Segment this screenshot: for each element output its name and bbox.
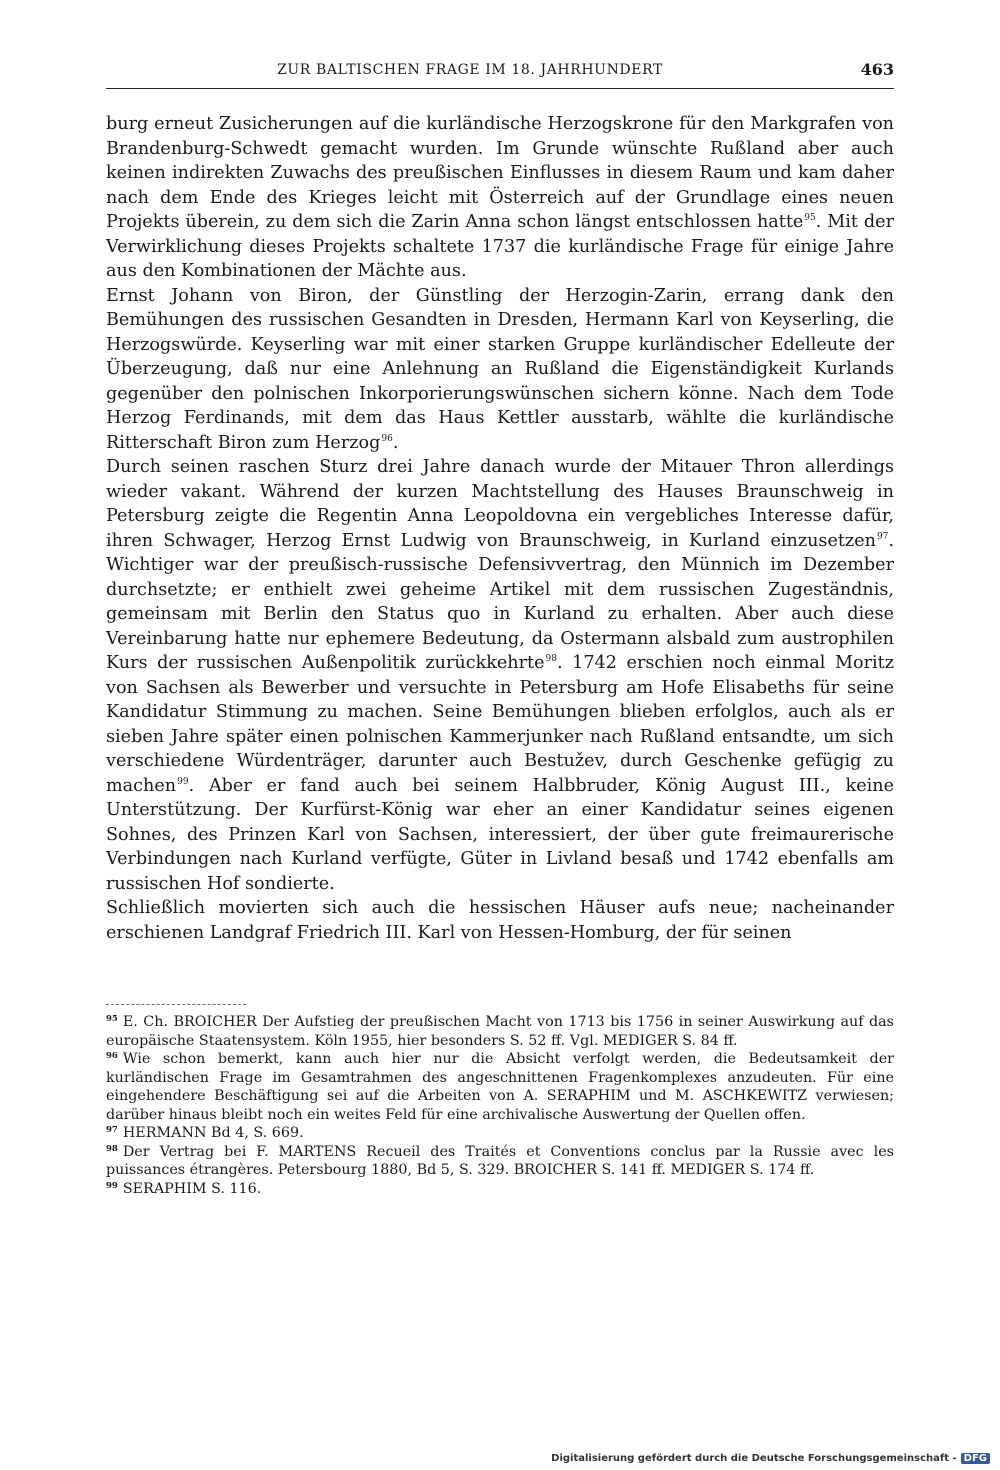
- footnotes: [106, 1013, 894, 1198]
- footnote-ref: 99: [177, 776, 189, 787]
- footnote-divider: [106, 1004, 246, 1005]
- footnote-text: Der Vertrag bei F. MARTENS Recueil des Traités et Conventions conclus par la Russie avec les puissances étrangères. Petersbourg 1880, Bd 5, S. 329. BROICHER S. 141 ff. MEDIGER S. 174 ff.: [106, 1143, 894, 1178]
- footnote-text: Wie schon bemerkt, kann auch hier nur die Absicht verfolgt werden, die Bedeutsamkeit der kurländischen Frage im Gesamtrahmen des angeschnittenen Fragenkomplexes anzudeuten. Für eine eingehendere Beschäftigung sei auf die Arbeiten von A. SERAPHIM und M. ASCHKEWITZ verwiesen; darüber hinaus bleibt noch ein weites Feld für eine archivalische Auswertung der Quellen offen.: [106, 1051, 894, 1123]
- footnote-number: 97: [106, 1125, 118, 1135]
- text-segment: Schließlich movierten sich auch die hessischen Häuser aufs neue; nacheinander erschienen Landgraf Friedrich III. Karl von Hessen-Homburg, der für seinen: [106, 898, 894, 943]
- footnote-number: 98: [106, 1143, 118, 1154]
- paragraph-p2: [106, 284, 894, 456]
- text-segment: . Mit der Verwirklichung dieses Projekts schaltete 1737 die kurländische Frage für einige Jahre aus den Kombinationen der Mächte aus.: [106, 212, 894, 281]
- footnote-99: [106, 1180, 894, 1199]
- footnote-number: 95: [106, 1014, 118, 1024]
- text-segment: .: [392, 432, 399, 453]
- footnote-ref: 97: [876, 531, 889, 542]
- footnote-ref: 96: [381, 433, 393, 444]
- text-segment: burg erneut Zusicherungen auf die kurländische Herzogskrone für den Markgrafen von Brandenburg-Schwedt gemacht wurden. Im Grunde wünschte Rußland aber auch keinen indirekten Zuwachs des preußischen Einflusses in diesem Raum und kam daher nach dem Ende des Krieges leicht mit Österreich auf der Grundlage eines neuen Projekts überein, zu dem sich die Zarin Anna schon längst entschlossen hatte: [106, 114, 894, 232]
- dfg-logo: DFG: [961, 1453, 990, 1464]
- text-segment: . 1742 erschien noch einmal Moritz von Sachsen als Bewerber und versuchte in Petersburg am Hofe Elisabeths für seine Kandidatur Stimmung zu machen. Seine Bemühungen blieben erfolglos, auch als er sieben Jahre später einen polnischen Kammerjunker nach Rußland entsandte, um sich verschiedene Würdenträger, darunter auch Bestužev, durch Geschenke gefügig zu machen: [106, 653, 894, 796]
- body-text: [106, 112, 894, 945]
- footnote-number: 96: [106, 1051, 118, 1061]
- running-title: ZUR BALTISCHEN FRAGE IM 18. JAHRHUNDERT: [277, 62, 663, 78]
- footnote-95: [106, 1013, 894, 1050]
- footnote-text: SERAPHIM S. 116.: [122, 1180, 262, 1197]
- text-segment: . Wichtiger war der preußisch-russische Defensivvertrag, den Münnich im Dezember durchsetzte; er enthielt zwei geheime Artikel mit dem russischen Zugeständnis, gemeinsam mit Berlin den Status quo in Kurland zu erhalten. Aber auch diese Vereinbarung hatte nur ephemere Bedeutung, da Ostermann alsbald zum austrophilen Kurs der russischen Außenpolitik zurückkehrte: [106, 530, 894, 673]
- footnote-97: [106, 1124, 894, 1143]
- text-segment: Ernst Johann von Biron, der Günstling der Herzogin-Zarin, errang dank den Bemühungen des russischen Gesandten in Dresden, Hermann Karl von Keyserling, die Herzogswürde. Keyserling war mit einer starken Gruppe kurländischer Edelleute der Überzeugung, daß nur eine Anlehnung an Rußland die Eigenständigkeit Kurlands gegenüber den polnischen Inkorporierungswünschen sichern könne. Nach dem Tode Herzog Ferdinands, mit dem das Haus Kettler ausstarb, wählte die kurländische Ritterschaft Biron zum Herzog: [106, 285, 894, 453]
- text-segment: . Aber er fand auch bei seinem Halbbruder, König August III., keine Unterstützung. Der Kurfürst-König war eher an einer Kandidatur seines eigenen Sohnes, des Prinzen Karl von Sachsen, interessiert, der über gute freimaurerische Verbindungen nach Kurland verfügte, Güter in Livland besaß und 1742 ebenfalls am russischen Hof sondierte.: [106, 775, 894, 894]
- paragraph-p1: [106, 112, 894, 284]
- footnote-text: E. Ch. BROICHER Der Aufstieg der preußischen Macht von 1713 bis 1756 in seiner Auswirkung auf das europäische Staatensystem. Köln 1955, hier besonders S. 52 ff. Vgl. MEDIGER S. 84 ff.: [106, 1014, 894, 1049]
- footnote-ref: 95: [804, 213, 816, 223]
- page-header: [106, 60, 894, 89]
- text-segment: Durch seinen raschen Sturz drei Jahre danach wurde der Mitauer Thron allerdings wieder vakant. Während der kurzen Machtstellung des Hauses Braunschweig in Petersburg zeigte die Regentin Anna Leopoldovna ein vergebliches Interesse dafür, ihren Schwager, Herzog Ernst Ludwig von Braunschweig, in Kurland einzusetzen: [106, 457, 894, 551]
- paragraph-p4: [106, 896, 894, 945]
- page-number: 463: [860, 60, 894, 79]
- digitization-credit: [551, 1453, 990, 1464]
- footnote-text: HERMANN Bd 4, S. 669.: [122, 1125, 304, 1141]
- footnote-96: [106, 1050, 894, 1124]
- footnote-98: [106, 1143, 894, 1180]
- footnote-ref: 98: [545, 654, 557, 664]
- credit-text: Digitalisierung gefördert durch die Deutsche Forschungsgemeinschaft -: [551, 1453, 957, 1464]
- paragraph-p3: [106, 455, 894, 896]
- footnote-number: 99: [106, 1180, 118, 1191]
